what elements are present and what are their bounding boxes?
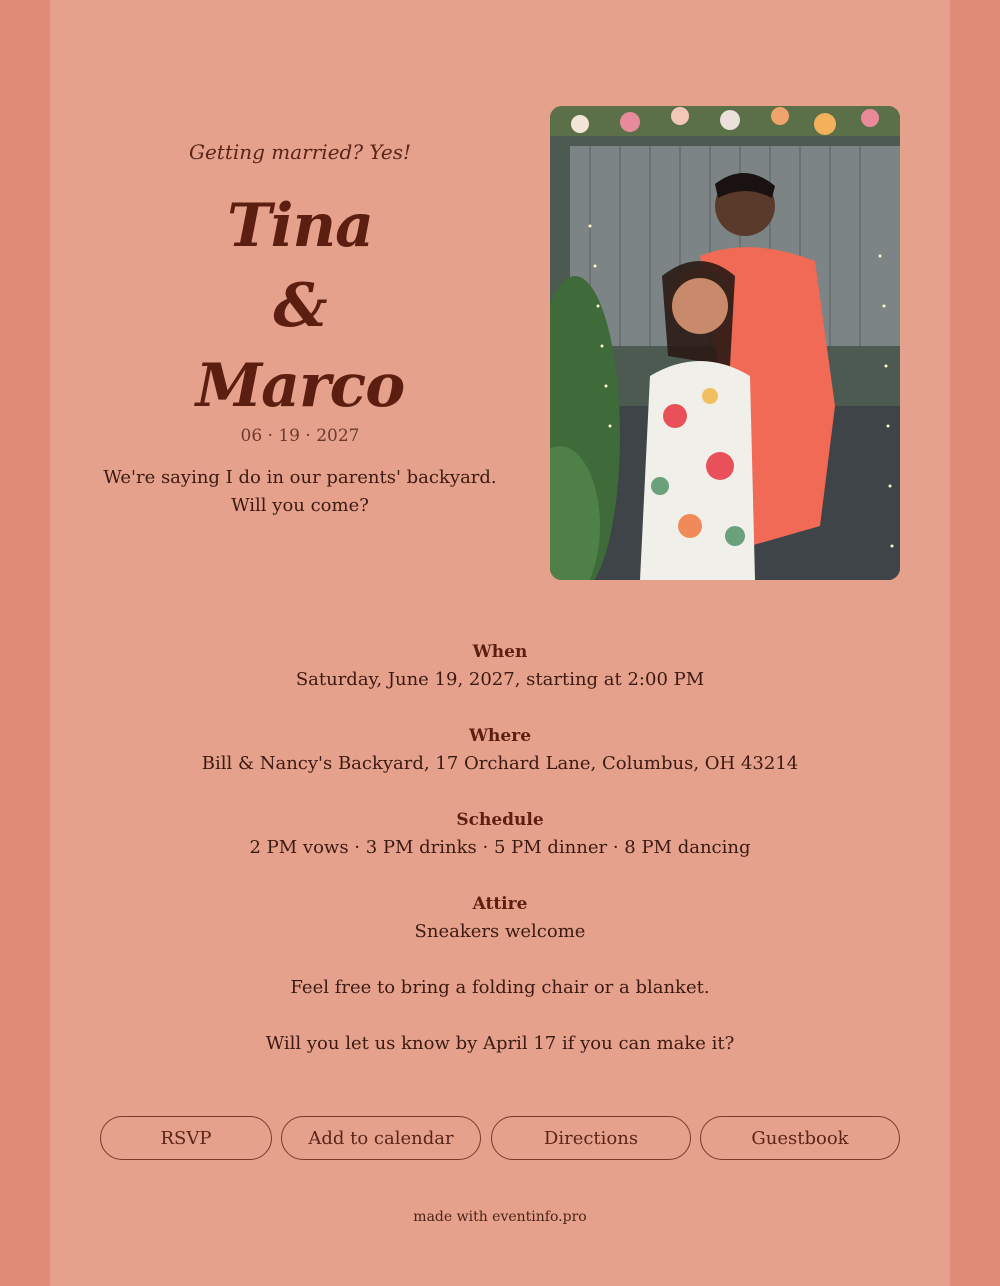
when-section — [50, 638, 950, 694]
when-value: Saturday, June 19, 2027, starting at 2:00 PM — [295, 669, 705, 690]
intro-text — [100, 464, 500, 520]
attire-label: Attire — [472, 894, 528, 914]
attire-value: Sneakers welcome — [414, 921, 586, 942]
schedule-value: 2 PM vows · 3 PM drinks · 5 PM dinner · 8 PM dancing — [249, 837, 751, 858]
couple-photo — [550, 106, 900, 580]
schedule-label: Schedule — [456, 810, 544, 830]
bring-note: Feel free to bring a folding chair or a blanket. — [290, 977, 710, 998]
hero-text — [100, 140, 500, 520]
partner-name-2: Marco — [195, 351, 405, 421]
schedule-section — [50, 806, 950, 862]
where-label: Where — [468, 726, 532, 746]
attire-section — [50, 890, 950, 946]
rsvp-note: Will you let us know by April 17 if you can make it? — [265, 1033, 735, 1054]
wedding-date: 06 · 19 · 2027 — [240, 426, 360, 446]
guestbook-button[interactable]: Guestbook — [700, 1116, 900, 1160]
partner-name-1: Tina — [227, 191, 373, 261]
where-section — [50, 722, 950, 778]
intro-line-1: We're saying I do in our parents' backyard. — [103, 467, 497, 488]
rsvp-button[interactable]: RSVP — [100, 1116, 272, 1160]
event-details — [50, 638, 950, 1086]
footer-credit[interactable]: made with eventinfo.pro — [413, 1209, 587, 1225]
tagline: Getting married? Yes! — [188, 140, 412, 164]
where-value: Bill & Nancy's Backyard, 17 Orchard Lane, Columbus, OH 43214 — [201, 753, 799, 774]
directions-button[interactable]: Directions — [491, 1116, 691, 1160]
invitation-page — [50, 0, 950, 1286]
intro-line-2: Will you come? — [231, 495, 369, 516]
action-buttons — [100, 1116, 900, 1162]
add-to-calendar-button[interactable]: Add to calendar — [281, 1116, 481, 1160]
when-label: When — [472, 642, 528, 662]
ampersand: & — [273, 271, 327, 341]
